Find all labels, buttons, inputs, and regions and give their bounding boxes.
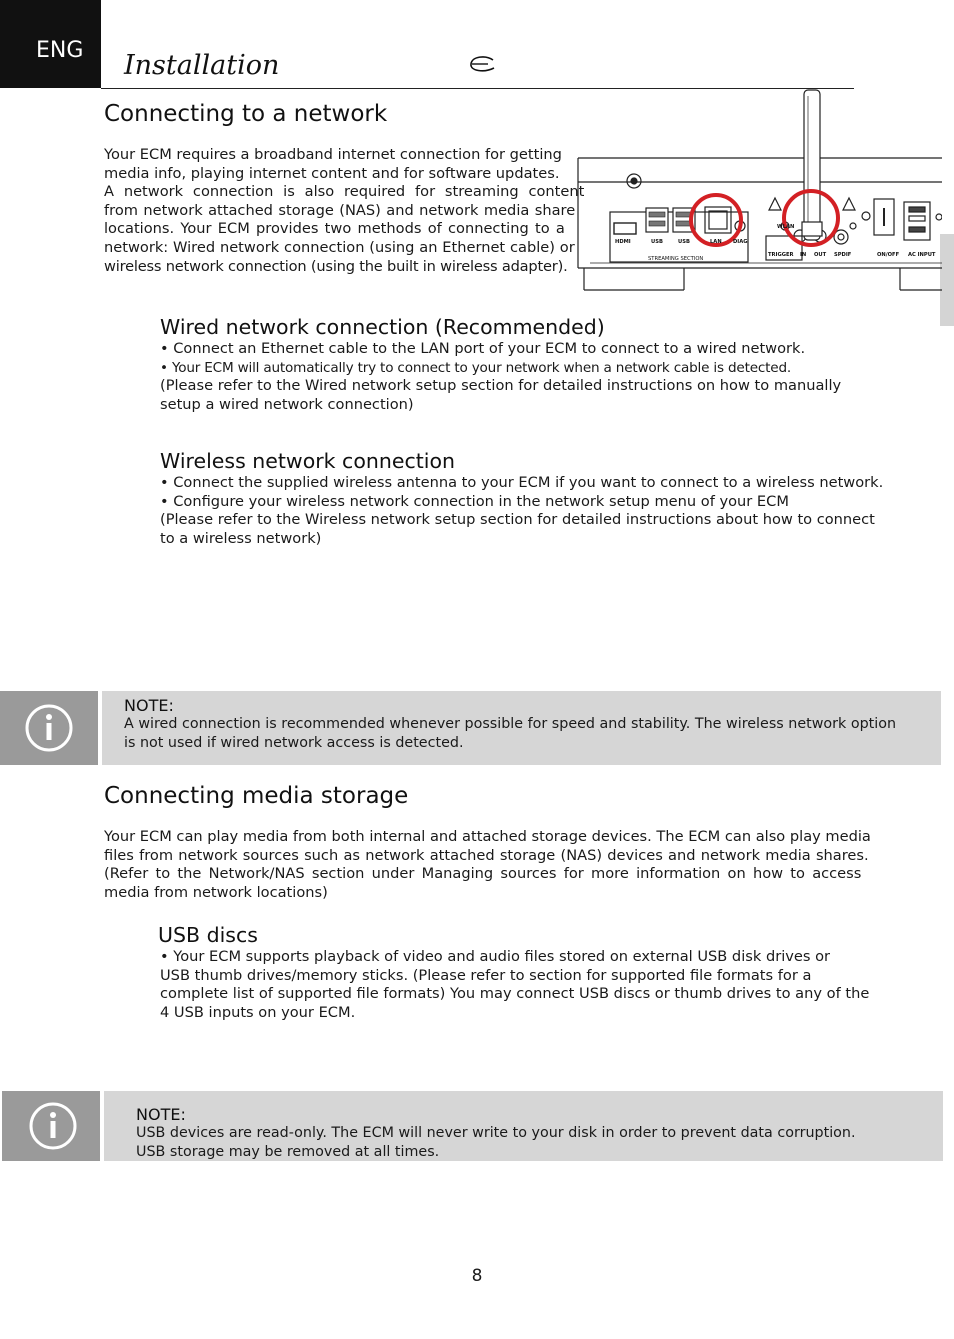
wired-reference: setup a wired network connection) (160, 395, 414, 413)
note-line: USB devices are read-only. The ECM will never write to your disk in order to prevent data corruption. (136, 1125, 856, 1141)
panel-label-trigger: TRIGGER (768, 252, 794, 258)
network-intro-line: from network attached storage (NAS) and network media share (104, 201, 576, 219)
wired-reference: (Please refer to the Wired network setup section for detailed instructions on how to manually (160, 377, 842, 395)
panel-label-wlan: WLAN (777, 224, 795, 230)
note-label: NOTE: (124, 696, 174, 715)
wireless-section (160, 474, 884, 548)
panel-label-ac-input: AC INPUT (908, 252, 936, 258)
side-index-tab (940, 234, 954, 326)
section-title: Installation (124, 50, 280, 81)
note-line: USB storage may be removed at all times. (136, 1143, 440, 1160)
usb-line: complete list of supported file formats) You may connect USB discs or thumb drives to any of the (160, 985, 870, 1003)
usb-heading: USB discs (158, 923, 258, 947)
network-intro-line: media info, playing internet content and for software updates. (104, 164, 560, 182)
wireless-reference: to a wireless network) (160, 529, 322, 547)
panel-label-in: IN (800, 252, 807, 258)
panel-label-diag: DIAG (733, 239, 748, 245)
panel-label-spdif: SPDIF (834, 252, 852, 258)
wired-bullet: • Connect an Ethernet cable to the LAN port of your ECM to connect to a wired network. (160, 340, 806, 357)
note-icon-box (2, 1091, 100, 1161)
note-icon-box (0, 691, 98, 765)
language-label: ENG (36, 38, 84, 63)
language-tab (0, 0, 101, 88)
panel-label-usb: USB (678, 239, 690, 245)
network-intro-line: wireless network connection (using the built in wireless adapter). (104, 257, 568, 275)
network-intro-line: A network connection is also required for streaming content (104, 183, 585, 201)
wireless-heading: Wireless network connection (160, 449, 456, 473)
note-label: NOTE: (136, 1105, 186, 1124)
media-heading: Connecting media storage (104, 783, 409, 809)
panel-label-usb: USB (651, 239, 663, 245)
info-icon (0, 691, 98, 765)
wireless-reference: (Please refer to the Wireless network setup section for detailed instructions about how to connect (160, 511, 875, 529)
network-intro-line: Your ECM requires a broadband internet connection for getting (104, 146, 562, 163)
media-intro (104, 828, 871, 902)
usb-section (160, 948, 870, 1022)
wired-heading: Wired network connection (Recommended) (160, 315, 605, 339)
network-intro-line: network: Wired network connection (using an Ethernet cable) or (104, 238, 575, 256)
rear-panel-illustration (570, 86, 942, 296)
info-icon (2, 1091, 100, 1161)
media-intro-line: Your ECM can play media from both internal and attached storage devices. The ECM can also play media (104, 828, 871, 845)
panel-label-lan: LAN (710, 239, 722, 245)
panel-label-out: OUT (814, 252, 827, 258)
wired-section (160, 340, 860, 414)
network-intro (104, 146, 585, 276)
network-intro-line: locations. Your ECM provides two methods of connecting to a (104, 220, 565, 238)
media-intro-line: media from network locations) (104, 883, 328, 901)
media-intro-line: files from network sources such as network attached storage (NAS) devices and network media shares. (104, 846, 869, 864)
usb-line: USB thumb drives/memory sticks. (Please refer to section for supported file formats for a (160, 966, 812, 984)
usb-line: • Your ECM supports playback of video and audio files stored on external USB disk drives or (160, 948, 831, 965)
panel-label-on-off: ON/OFF (877, 252, 900, 258)
note-text (124, 715, 897, 752)
brand-logo-icon (466, 54, 496, 76)
wireless-bullet: • Connect the supplied wireless antenna to your ECM if you want to connect to a wireless network. (160, 474, 884, 491)
note-line: A wired connection is recommended whenever possible for speed and stability. The wireless network option (124, 716, 897, 732)
wireless-bullet: • Configure your wireless network connection in the network setup menu of your ECM (160, 492, 789, 510)
usb-line: 4 USB inputs on your ECM. (160, 1003, 356, 1021)
note-line: is not used if wired network access is detected. (124, 734, 464, 751)
panel-label-streaming-section: STREAMING SECTION (648, 256, 704, 262)
network-heading: Connecting to a network (104, 101, 388, 127)
media-intro-line: (Refer to the Network/NAS section under Managing sources for more information on how to access (104, 865, 862, 883)
note-text (136, 1124, 896, 1161)
wired-bullet: • Your ECM will automatically try to connect to your network when a network cable is detected. (160, 359, 792, 376)
panel-label-hdmi: HDMI (615, 239, 631, 245)
page-number: 8 (471, 1266, 483, 1286)
